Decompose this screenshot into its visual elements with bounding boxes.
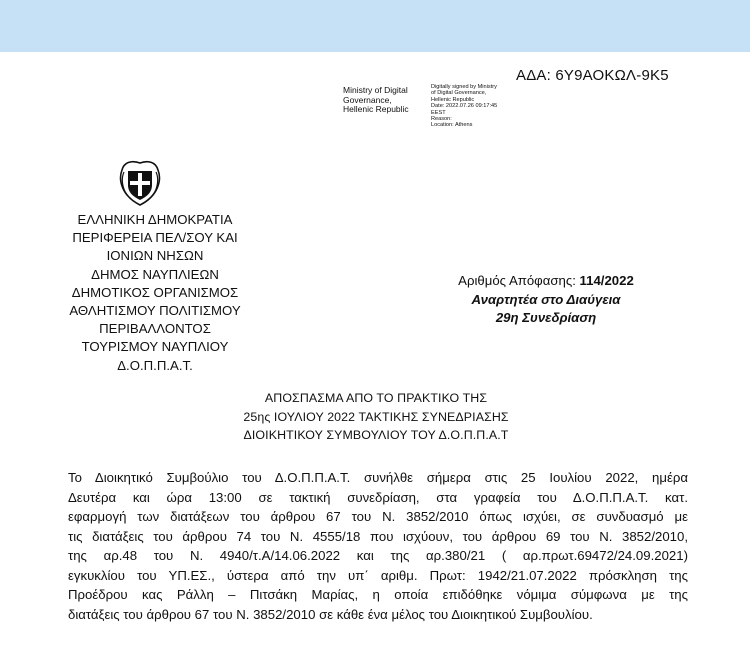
org-line: ΑΘΛΗΤΙΣΜΟΥ ΠΟΛΙΤΙΣΜΟΥ (69, 303, 241, 319)
signature-detail-line: of Digital Governance, (431, 90, 487, 97)
org-line: ΙΟΝΙΩΝ ΝΗΣΩΝ (106, 248, 204, 264)
signature-issuer-line: Hellenic Republic (343, 104, 409, 114)
top-bar (0, 0, 750, 52)
body-line: διατάξεις του άρθρου 67 του Ν. 3852/2010 σε κάθε ένα μέλος του Διοικητικού Συμβουλίου. (68, 606, 593, 622)
signature-detail-line: Digitally signed by Ministry (431, 84, 497, 90)
org-line: ΤΟΥΡΙΣΜΟΥ ΝΑΥΠΛΙΟΥ (81, 339, 229, 355)
signature-issuer-line: Governance, (343, 94, 392, 105)
body-paragraph (68, 468, 688, 624)
org-line: ΠΕΡΙΒΑΛΛΟΝΤΟΣ (99, 321, 211, 337)
signature-detail-line: Reason: (431, 116, 452, 123)
org-line: ΕΛΛΗΝΙΚΗ ΔΗΜΟΚΡΑΤΙΑ (77, 212, 233, 227)
org-line: ΠΕΡΙΦΕΡΕΙΑ ΠΕΛ/ΣΟΥ ΚΑΙ (72, 230, 238, 246)
ada-code: ΑΔΑ: 6Υ9ΑΟΚΩΛ-9Κ5 (516, 67, 669, 84)
org-line: ΔΗΜΟΣ ΝΑΥΠΛΙΕΩΝ (91, 266, 219, 282)
body-line: Δευτέρα και ώρα 13:00 σε τακτική συνεδρίαση, στα γραφεία του Δ.Ο.Π.Π.Α.Τ. κατ. (68, 489, 688, 505)
body-line: Το Διοικητικό Συμβούλιο του Δ.Ο.Π.Π.Α.Τ. συνήλθε σήμερα στις 25 Ιουλίου 2022, ημέρα (68, 470, 688, 485)
body-line: εφαρμογή των διατάξεων του άρθρου 67 του Ν. 3852/2010 όπως ισχύει, σε συνδυασμό με (68, 509, 688, 524)
extract-heading-line: ΔΙΟΙΚΗΤΙΚΟΥ ΣΥΜΒΟΥΛΙΟΥ ΤΟΥ Δ.Ο.Π.Π.Α.Τ (243, 428, 509, 442)
decision-number: 114/2022 (579, 273, 634, 288)
signature-issuer-line: Ministry of Digital (343, 85, 408, 95)
signature-detail-line: Date: 2022.07.26 09:17:45 (431, 103, 498, 110)
extract-heading (190, 389, 562, 445)
issuing-organization (40, 211, 270, 375)
body-line: εγκυκλίου του ΥΠ.ΕΣ., ύστερα από την υπ΄ αριθμ. Πρωτ: 1942/21.07.2022 πρόσκληση της (68, 567, 688, 583)
signature-detail-line: Hellenic Republic (431, 96, 475, 103)
signature-detail-line: Location: Athens (431, 122, 473, 129)
decision-number-label: Αριθμός Απόφασης: (458, 273, 580, 288)
diavgeia-note: Αναρτητέα στο Διαύγεια (471, 291, 621, 307)
org-line: ΔΗΜΟΤΙΚΟΣ ΟΡΓΑΝΙΣΜΟΣ (71, 284, 239, 300)
body-line: τις διατάξεις του άρθρου 74 του Ν. 4555/18 που ισχύουν, του άρθρου 69 του Ν. 3852/2010, (68, 528, 688, 544)
extract-heading-line: 25ης ΙΟΥΛΙΟΥ 2022 ΤΑΚΤΙΚΗΣ ΣΥΝΕΔΡΙΑΣΗΣ (243, 409, 509, 424)
decision-number-line (430, 272, 662, 291)
signature-detail-line: EEST (431, 109, 446, 116)
signature-details (431, 84, 497, 129)
org-line: Δ.Ο.Π.Π.Α.Τ. (117, 357, 193, 373)
session-number: 29η Συνεδρίαση (495, 310, 597, 325)
hellenic-emblem-icon (118, 158, 162, 208)
signature-issuer (343, 86, 409, 115)
extract-heading-line: ΑΠΟΣΠΑΣΜΑ ΑΠΟ ΤΟ ΠΡΑΚΤΙΚΟ ΤΗΣ (264, 391, 488, 405)
decision-info (430, 272, 662, 328)
body-line: της αρ.48 του Ν. 4940/τ.Α/14.06.2022 και της αρ.380/21 ( αρ.πρωτ.69472/24.09.2021) (68, 548, 688, 563)
body-line: Προέδρου κας Ράλλη – Πιτσάκη Μαρίας, η οποία επιδόθηκε νόμιμα σύμφωνα με της (68, 587, 688, 602)
